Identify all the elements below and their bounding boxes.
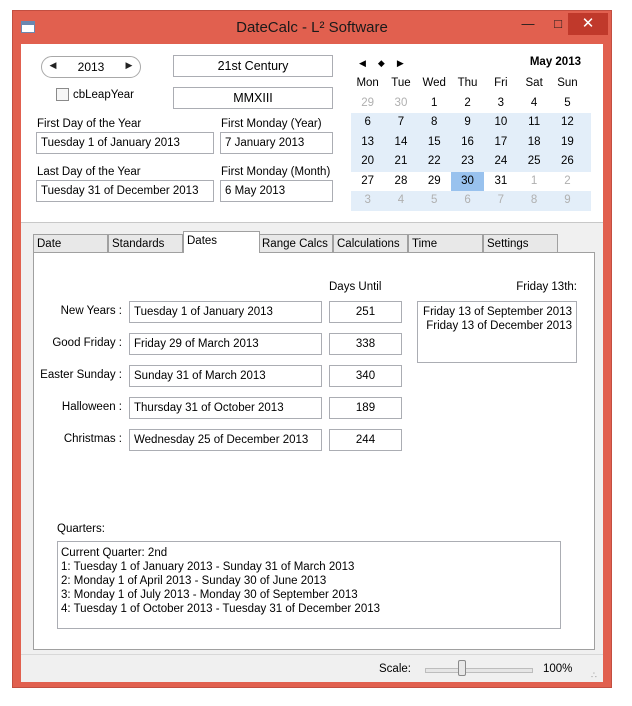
resize-grip-icon[interactable]: ∴ <box>591 670 597 680</box>
calendar-day[interactable]: 23 <box>461 155 474 167</box>
calendar-prev-icon[interactable]: ◀ <box>359 58 378 68</box>
calendar-day[interactable]: 18 <box>527 135 541 148</box>
calendar-day[interactable]: 8 <box>530 194 538 206</box>
year-spinner[interactable] <box>41 56 141 78</box>
title-bar[interactable] <box>13 11 611 44</box>
calendar-day[interactable]: 29 <box>361 96 375 109</box>
calendar-grid <box>351 74 591 211</box>
holiday-date-field[interactable]: Friday 29 of March 2013 <box>129 333 322 355</box>
calendar-day[interactable]: 8 <box>431 116 438 128</box>
tab-settings[interactable]: Settings <box>483 234 558 252</box>
quarters-label: Quarters: <box>57 523 105 535</box>
year-next-icon[interactable]: ▶ <box>125 60 133 70</box>
minimize-button[interactable]: — <box>521 16 535 31</box>
leap-year-checkbox[interactable] <box>56 88 134 101</box>
first-monday-month-label: First Monday (Month) <box>221 166 331 178</box>
calendar-day[interactable]: 25 <box>527 155 541 167</box>
calendar-day[interactable]: 15 <box>427 135 441 148</box>
year-prev-icon[interactable]: ◀ <box>49 60 57 70</box>
calendar-weekday: Sun <box>557 77 578 89</box>
first-monday-month-field[interactable]: 6 May 2013 <box>220 180 333 202</box>
scale-label: Scale: <box>379 663 411 675</box>
year-info-panel <box>21 44 603 223</box>
calendar-week-row <box>351 94 591 114</box>
last-day-year-label: Last Day of the Year <box>37 166 141 178</box>
first-monday-year-field[interactable]: 7 January 2013 <box>220 132 333 154</box>
status-bar <box>21 654 603 682</box>
friday13-header: Friday 13th: <box>516 281 577 293</box>
holiday-label: Easter Sunday : <box>40 369 122 381</box>
tab-range-calcs[interactable]: Range Calcs <box>258 234 333 252</box>
holiday-label: Good Friday : <box>52 337 122 349</box>
calendar-day[interactable]: 4 <box>530 96 538 109</box>
calendar-day[interactable]: 5 <box>564 96 571 109</box>
days-until-field[interactable]: 251 <box>329 301 402 323</box>
quarters-list[interactable] <box>57 541 561 629</box>
calendar-day[interactable]: 31 <box>494 174 508 187</box>
calendar-day[interactable]: 9 <box>464 116 471 128</box>
calendar-day[interactable]: 6 <box>464 194 471 206</box>
calendar-day[interactable]: 20 <box>361 155 375 167</box>
calendar-day[interactable]: 2 <box>464 96 471 109</box>
tab-dates[interactable]: Dates <box>183 231 260 253</box>
tab-date[interactable]: Date <box>33 234 108 252</box>
first-day-year-field[interactable]: Tuesday 1 of January 2013 <box>36 132 214 154</box>
calendar-nav[interactable] <box>359 58 416 69</box>
quarter-line: 1: Tuesday 1 of January 2013 - Sunday 31 of March 2013 <box>61 561 355 573</box>
calendar-day[interactable]: 3 <box>364 194 371 206</box>
tab-time[interactable]: Time <box>408 234 483 252</box>
calendar-week-row <box>351 172 591 192</box>
scale-slider-track[interactable] <box>425 668 533 673</box>
window-title: DateCalc - L² Software <box>236 19 388 36</box>
calendar-day[interactable]: 17 <box>494 135 508 148</box>
calendar-day[interactable]: 13 <box>361 135 375 148</box>
last-day-year-field[interactable]: Tuesday 31 of December 2013 <box>36 180 214 202</box>
client-area <box>21 44 603 681</box>
calendar-weekday: Wed <box>422 77 446 89</box>
calendar-weekday: Thu <box>457 77 478 89</box>
holiday-date-field[interactable]: Thursday 31 of October 2013 <box>129 397 322 419</box>
days-until-field[interactable]: 338 <box>329 333 402 355</box>
calendar-day[interactable]: 29 <box>427 174 441 187</box>
tab-control <box>33 234 595 652</box>
tab-standards[interactable]: Standards <box>108 234 183 252</box>
leap-year-label: cbLeapYear <box>73 88 134 101</box>
century-field[interactable]: 21st Century <box>173 55 333 77</box>
quarter-line: 2: Monday 1 of April 2013 - Sunday 30 of June 2013 <box>61 575 327 587</box>
days-until-header: Days Until <box>329 281 382 293</box>
calendar-day[interactable]: 24 <box>494 155 508 167</box>
calendar-day[interactable]: 2 <box>564 174 571 187</box>
roman-year-field[interactable]: MMXIII <box>173 87 333 109</box>
calendar-day[interactable]: 22 <box>427 155 441 167</box>
dates-tab-panel <box>33 252 595 650</box>
calendar-day[interactable]: 16 <box>461 135 474 148</box>
year-value[interactable]: 2013 <box>77 60 105 74</box>
holiday-date-field[interactable]: Wednesday 25 of December 2013 <box>129 429 322 451</box>
calendar-weekday-row <box>351 74 591 94</box>
calendar-day[interactable]: 21 <box>394 155 408 167</box>
maximize-button[interactable]: □ <box>554 16 562 31</box>
close-button[interactable]: ✕ <box>568 13 608 35</box>
calendar-day[interactable]: 4 <box>397 194 405 206</box>
calendar-day[interactable]: 26 <box>561 155 574 167</box>
calendar-day[interactable]: 9 <box>564 194 571 206</box>
days-until-field[interactable]: 189 <box>329 397 402 419</box>
tab-calculations[interactable]: Calculations <box>333 234 408 252</box>
holiday-label: Christmas : <box>63 433 122 445</box>
calendar-day[interactable]: 5 <box>431 194 438 206</box>
calendar-day[interactable]: 10 <box>494 116 508 128</box>
calendar-week-row <box>351 133 591 153</box>
calendar-day[interactable]: 1 <box>431 96 438 109</box>
calendar-today-icon[interactable]: ◆ <box>377 58 397 68</box>
friday13-list[interactable] <box>417 301 577 363</box>
calendar-day[interactable]: 3 <box>497 96 505 109</box>
calendar-day[interactable]: 30 <box>394 96 408 109</box>
holiday-date-field[interactable]: Tuesday 1 of January 2013 <box>129 301 322 323</box>
holiday-label: Halloween : <box>61 401 122 413</box>
checkbox-box[interactable] <box>56 88 69 101</box>
holiday-label: New Years : <box>60 305 122 317</box>
calendar-week-row <box>351 152 591 172</box>
app-window <box>12 10 612 688</box>
calendar-day[interactable]: 30 <box>451 172 484 192</box>
friday13-item: Friday 13 of September 2013 <box>423 306 572 318</box>
calendar-day[interactable]: 19 <box>561 135 574 148</box>
calendar-day[interactable]: 27 <box>361 174 375 187</box>
calendar-day[interactable]: 14 <box>394 135 408 148</box>
calendar-month-title[interactable]: May 2013 <box>529 56 581 68</box>
days-until-field[interactable]: 244 <box>329 429 402 451</box>
quarter-line: 3: Monday 1 of July 2013 - Monday 30 of September 2013 <box>61 589 358 601</box>
scale-slider-thumb[interactable] <box>458 660 466 676</box>
calendar-day[interactable]: 11 <box>528 116 541 128</box>
calendar-day[interactable]: 6 <box>364 116 371 128</box>
calendar-weekday: Fri <box>494 77 508 89</box>
calendar-day[interactable]: 7 <box>497 194 505 206</box>
first-day-year-label: First Day of the Year <box>37 118 142 130</box>
calendar-day[interactable]: 28 <box>394 174 408 187</box>
days-until-field[interactable]: 340 <box>329 365 402 387</box>
friday13-item: Friday 13 of December 2013 <box>426 320 572 332</box>
calendar-next-icon[interactable]: ▶ <box>396 58 416 68</box>
first-monday-year-label: First Monday (Year) <box>221 118 322 130</box>
calendar-day[interactable]: 1 <box>530 174 538 187</box>
quarter-line: 4: Tuesday 1 of October 2013 - Tuesday 31 of December 2013 <box>61 603 381 615</box>
calendar-day[interactable]: 12 <box>561 116 574 128</box>
calendar-weekday: Mon <box>356 77 379 89</box>
calendar-day[interactable]: 7 <box>397 116 405 128</box>
holiday-date-field[interactable]: Sunday 31 of March 2013 <box>129 365 322 387</box>
calendar-week-row <box>351 191 591 211</box>
scale-value: 100% <box>543 663 573 675</box>
quarter-line: Current Quarter: 2nd <box>61 547 168 559</box>
calendar-weekday: Tue <box>391 77 411 89</box>
calendar-weekday: Sat <box>525 77 543 89</box>
calendar-week-row <box>351 113 591 133</box>
